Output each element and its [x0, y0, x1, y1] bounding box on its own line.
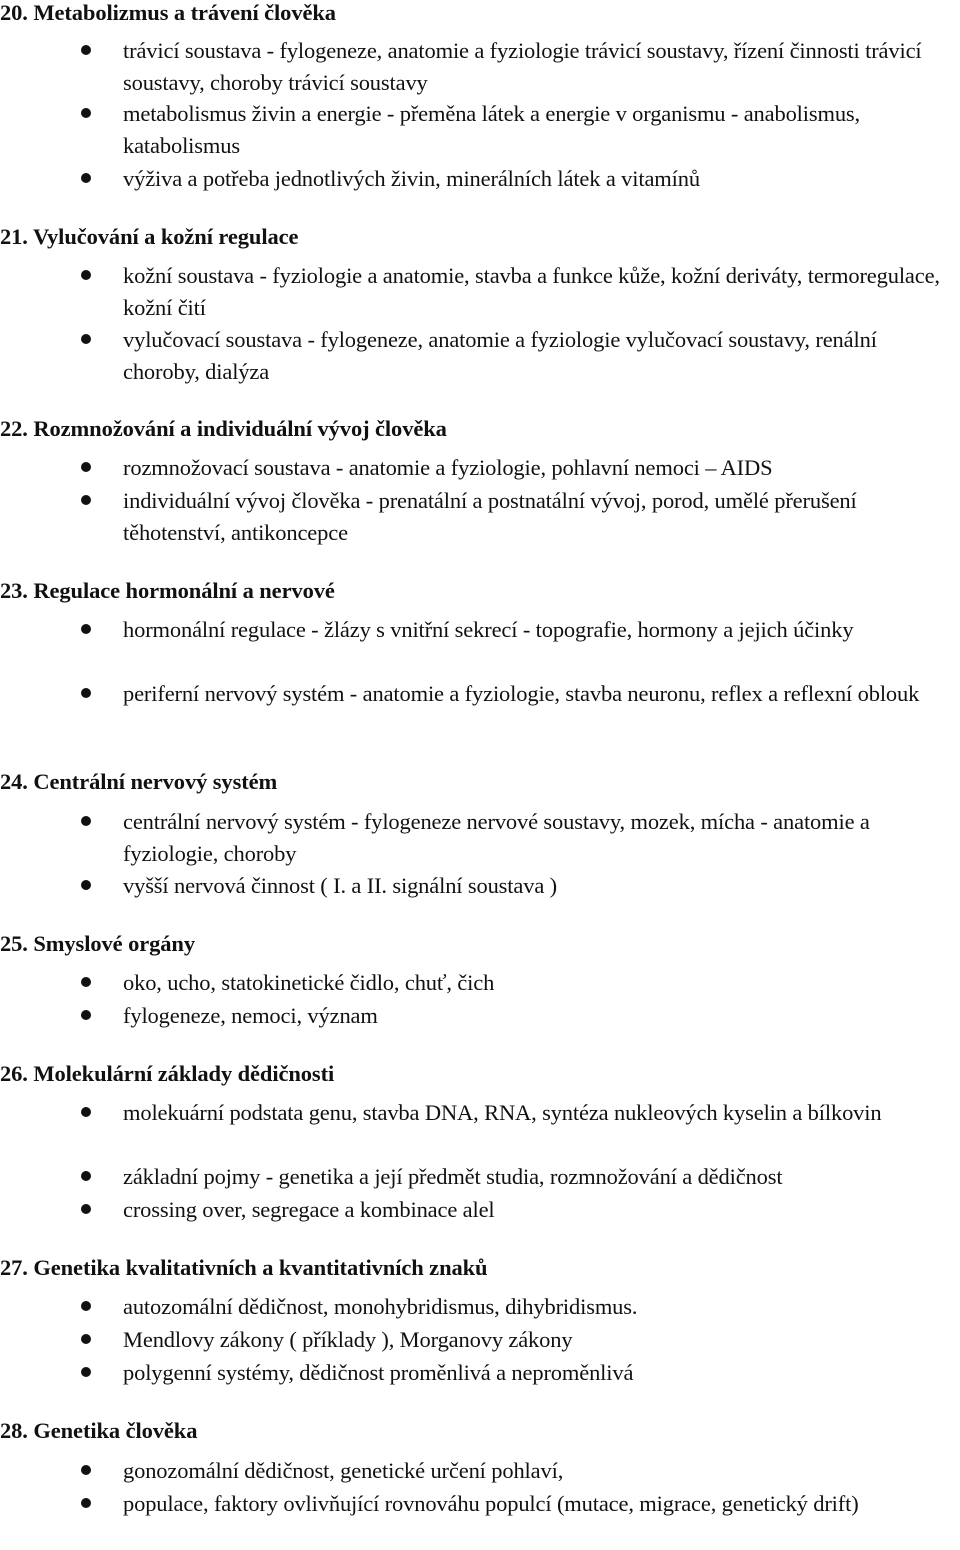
list-item-text: periferní nervový systém - anatomie a fyziologie, stavba neuronu, reflex a reflexní oblouk	[123, 681, 920, 706]
bullet-icon	[81, 977, 91, 987]
bullet-icon	[81, 1334, 91, 1344]
list-item-text: crossing over, segregace a kombinace alel	[123, 1197, 495, 1222]
section-heading: 22. Rozmnožování a individuální vývoj člověka	[0, 416, 447, 441]
list-item-text: Mendlovy zákony ( příklady ), Morganovy zákony	[123, 1327, 573, 1352]
section-heading: 21. Vylučování a kožní regulace	[0, 224, 299, 249]
bullet-icon	[81, 816, 91, 826]
list-item-text: gonozomální dědičnost, genetické určení pohlaví,	[123, 1458, 564, 1483]
section-heading: 20. Metabolizmus a trávení člověka	[0, 0, 336, 25]
section-heading: 28. Genetika člověka	[0, 1418, 198, 1443]
list-item-text: výživa a potřeba jednotlivých živin, minerálních látek a vitamínů	[123, 166, 700, 191]
bullet-icon	[81, 45, 91, 55]
list-item-text: polygenní systémy, dědičnost proměnlivá a neproměnlivá	[123, 1360, 634, 1385]
bullet-icon	[81, 1465, 91, 1475]
bullet-icon	[81, 173, 91, 183]
bullet-icon	[81, 624, 91, 634]
list-item-text: fylogeneze, nemoci, význam	[123, 1003, 378, 1028]
list-item-text: metabolismus živin a energie - přeměna látek a energie v organismu - anabolismus, katabolismus	[123, 101, 861, 158]
section-heading: 24. Centrální nervový systém	[0, 769, 278, 794]
list-item-text: vylučovací soustava - fylogeneze, anatomie a fyziologie vylučovací soustavy, renální choroby, dialýza	[123, 327, 877, 384]
bullet-icon	[81, 1367, 91, 1377]
list-item-text: populace, faktory ovlivňující rovnováhu populcí (mutace, migrace, genetický drift)	[123, 1491, 859, 1516]
bullet-icon	[81, 688, 91, 698]
bullet-icon	[81, 1171, 91, 1181]
list-item-text: základní pojmy - genetika a její předmět studia, rozmnožování a dědičnost	[123, 1164, 783, 1189]
section-heading: 27. Genetika kvalitativních a kvantitativních znaků	[0, 1255, 488, 1280]
bullet-icon	[81, 880, 91, 890]
list-item-text: hormonální regulace - žlázy s vnitřní sekrecí - topografie, hormony a jejich účinky	[123, 617, 854, 642]
list-item-text: autozomální dědičnost, monohybridismus, dihybridismus.	[123, 1294, 638, 1319]
list-item-text: rozmnožovací soustava - anatomie a fyziologie, pohlavní nemoci – AIDS	[123, 455, 773, 480]
bullet-icon	[81, 270, 91, 280]
bullet-icon	[81, 1301, 91, 1311]
list-item-text: oko, ucho, statokinetické čidlo, chuť, čich	[123, 970, 495, 995]
bullet-icon	[81, 1010, 91, 1020]
list-item-text: molekuární podstata genu, stavba DNA, RNA, syntéza nukleových kyselin a bílkovin	[123, 1100, 882, 1125]
section-heading: 25. Smyslové orgány	[0, 931, 195, 956]
bullet-icon	[81, 108, 91, 118]
section-heading: 23. Regulace hormonální a nervové	[0, 578, 335, 603]
bullet-icon	[81, 1498, 91, 1508]
list-item-text: individuální vývoj člověka - prenatální a postnatální vývoj, porod, umělé přerušení těhotenství, antikoncepce	[123, 488, 857, 545]
section-heading: 26. Molekulární základy dědičnosti	[0, 1061, 335, 1086]
bullet-icon	[81, 462, 91, 472]
list-item-text: trávicí soustava - fylogeneze, anatomie a fyziologie trávicí soustavy, řízení činnosti trávicí soustavy, choroby trávicí soustavy	[123, 38, 922, 95]
list-item-text: kožní soustava - fyziologie a anatomie, stavba a funkce kůže, kožní deriváty, termoregulace, kožní čití	[123, 263, 940, 320]
bullet-icon	[81, 1204, 91, 1214]
list-item-text: centrální nervový systém - fylogeneze nervové soustavy, mozek, mícha - anatomie a fyziologie, choroby	[123, 809, 870, 866]
bullet-icon	[81, 334, 91, 344]
bullet-icon	[81, 1107, 91, 1117]
list-item-text: vyšší nervová činnost ( I. a II. signální soustava )	[123, 873, 557, 898]
bullet-icon	[81, 495, 91, 505]
